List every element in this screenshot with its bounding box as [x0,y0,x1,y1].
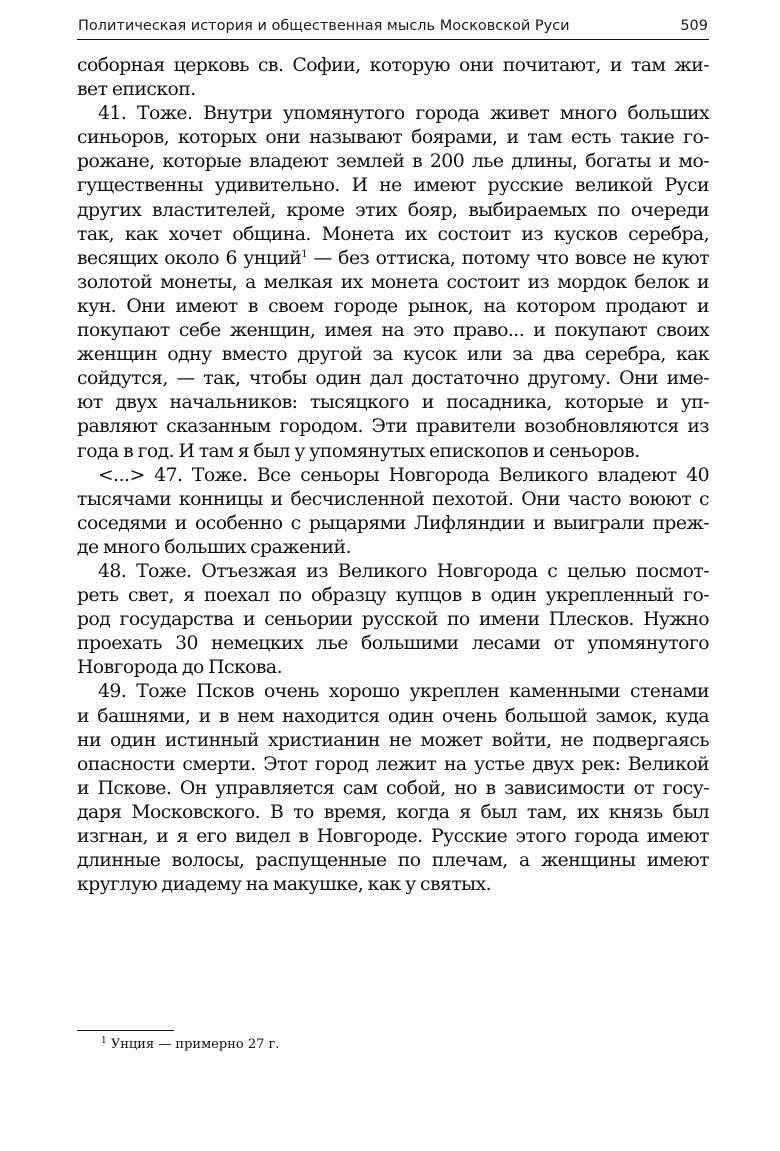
text-line: так, как хочет община. Монета их состоит из кусков серебра, [77,223,709,245]
text-line: женщин одну вместо другой за кусок или за два серебра, как [77,344,709,366]
running-header [77,18,709,40]
text-line: и Пскове. Он управляется сам собой, но в зависимости от госу- [77,777,709,799]
paragraph-49 [77,680,709,897]
footnote-marker: 1 [301,248,308,260]
text-line: соседями и особенно с рыцарями Лифляндии и выиграли преж- [77,512,709,534]
paragraph-41 [77,102,709,463]
text-segment: — без оттиска, потому что вовсе не куют [307,247,709,269]
text-line: ют двух начальников: тысяцкого и посадника, которые и уп- [77,392,709,414]
text-line: 48. Тоже. Отъезжая из Великого Новгорода с целью посмот- [98,560,709,582]
text-line: рожане, которые владеют землей в 200 лье длины, богаты и мо- [77,151,709,173]
text-line: вет епископ. [77,79,196,101]
text-line: тысячами конницы и бесчисленной пехотой. Они часто воюют с [77,488,709,510]
text-line: опасности смерти. Этот город лежит на устье двух рек: Великой [77,753,709,775]
footnote-text: Унция — примерно 27 г. [110,1037,280,1052]
text-line: проехать 30 немецких лье большими лесами от упомянутого [77,633,709,655]
text-line: 41. Тоже. Внутри упомянутого города живет много больших [98,103,709,125]
text-line: синьоров, которых они называют боярами, и там есть такие го- [77,127,709,149]
text-line: даря Московского. В то время, когда я был там, их князь был [77,801,709,823]
text-line: длинные волосы, распущенные по плечам, а женщины имеют [77,850,709,872]
footnote-number: 1 [101,1036,107,1046]
page [77,18,709,897]
text-line: род государства и сеньории русской по имени Плесков. Нужно [77,609,709,631]
footnote [101,1037,279,1052]
footnote-divider [77,1030,174,1031]
text-line: де много больших сражений. [77,536,351,558]
text-line: и башнями, и в нем находится один очень большой замок, куда [77,705,709,727]
text-line: 49. Тоже Псков очень хорошо укреплен каменными стенами [98,681,709,703]
text-line: золотой монеты, а мелкая их монета состоит из мордок белок и [77,271,709,293]
text-line: гущественны удивительно. И не имеют русские великой Руси [77,175,709,197]
paragraph-48 [77,560,709,680]
body-text [77,54,709,897]
text-line: круглую диадему на макушке, как у святых. [77,874,492,896]
text-line: сойдутся, — так, чтобы один дал достаточно другому. Они име- [77,368,709,390]
text-line: других властителей, кроме этих бояр, выбираемых по очереди [77,199,709,221]
text-line: кун. Они имеют в своем городе рынок, на котором продают и [77,295,709,317]
text-line: равляют сказанным городом. Эти правители возобновляются из [77,416,709,438]
paragraph [77,54,709,102]
text-line-with-note [77,247,709,271]
text-segment: весящих около 6 унций [77,247,302,269]
text-line: изгнан, и я его видел в Новгороде. Русские этого города имеют [77,826,709,847]
text-line: года в год. И там я был у упомянутых епископов и сеньоров. [77,440,640,462]
running-title: Политическая история и общественная мысль Московской Руси [78,18,570,34]
text-line: покупают себе женщин, имея на это право... и покупают своих [77,320,709,342]
page-number: 509 [680,18,708,34]
text-line: соборная церковь св. Софии, которую они почитают, и там жи- [77,55,709,76]
text-line: <...> 47. Тоже. Все сеньоры Новгорода Великого владеют 40 [98,464,709,486]
text-line: ни один истинный христианин не может войти, не подвергаясь [77,729,709,751]
paragraph-47 [77,464,709,560]
text-line: Новгорода до Пскова. [77,657,282,679]
text-line: реть свет, я поехал по образцу купцов в один укрепленный го- [77,585,709,607]
